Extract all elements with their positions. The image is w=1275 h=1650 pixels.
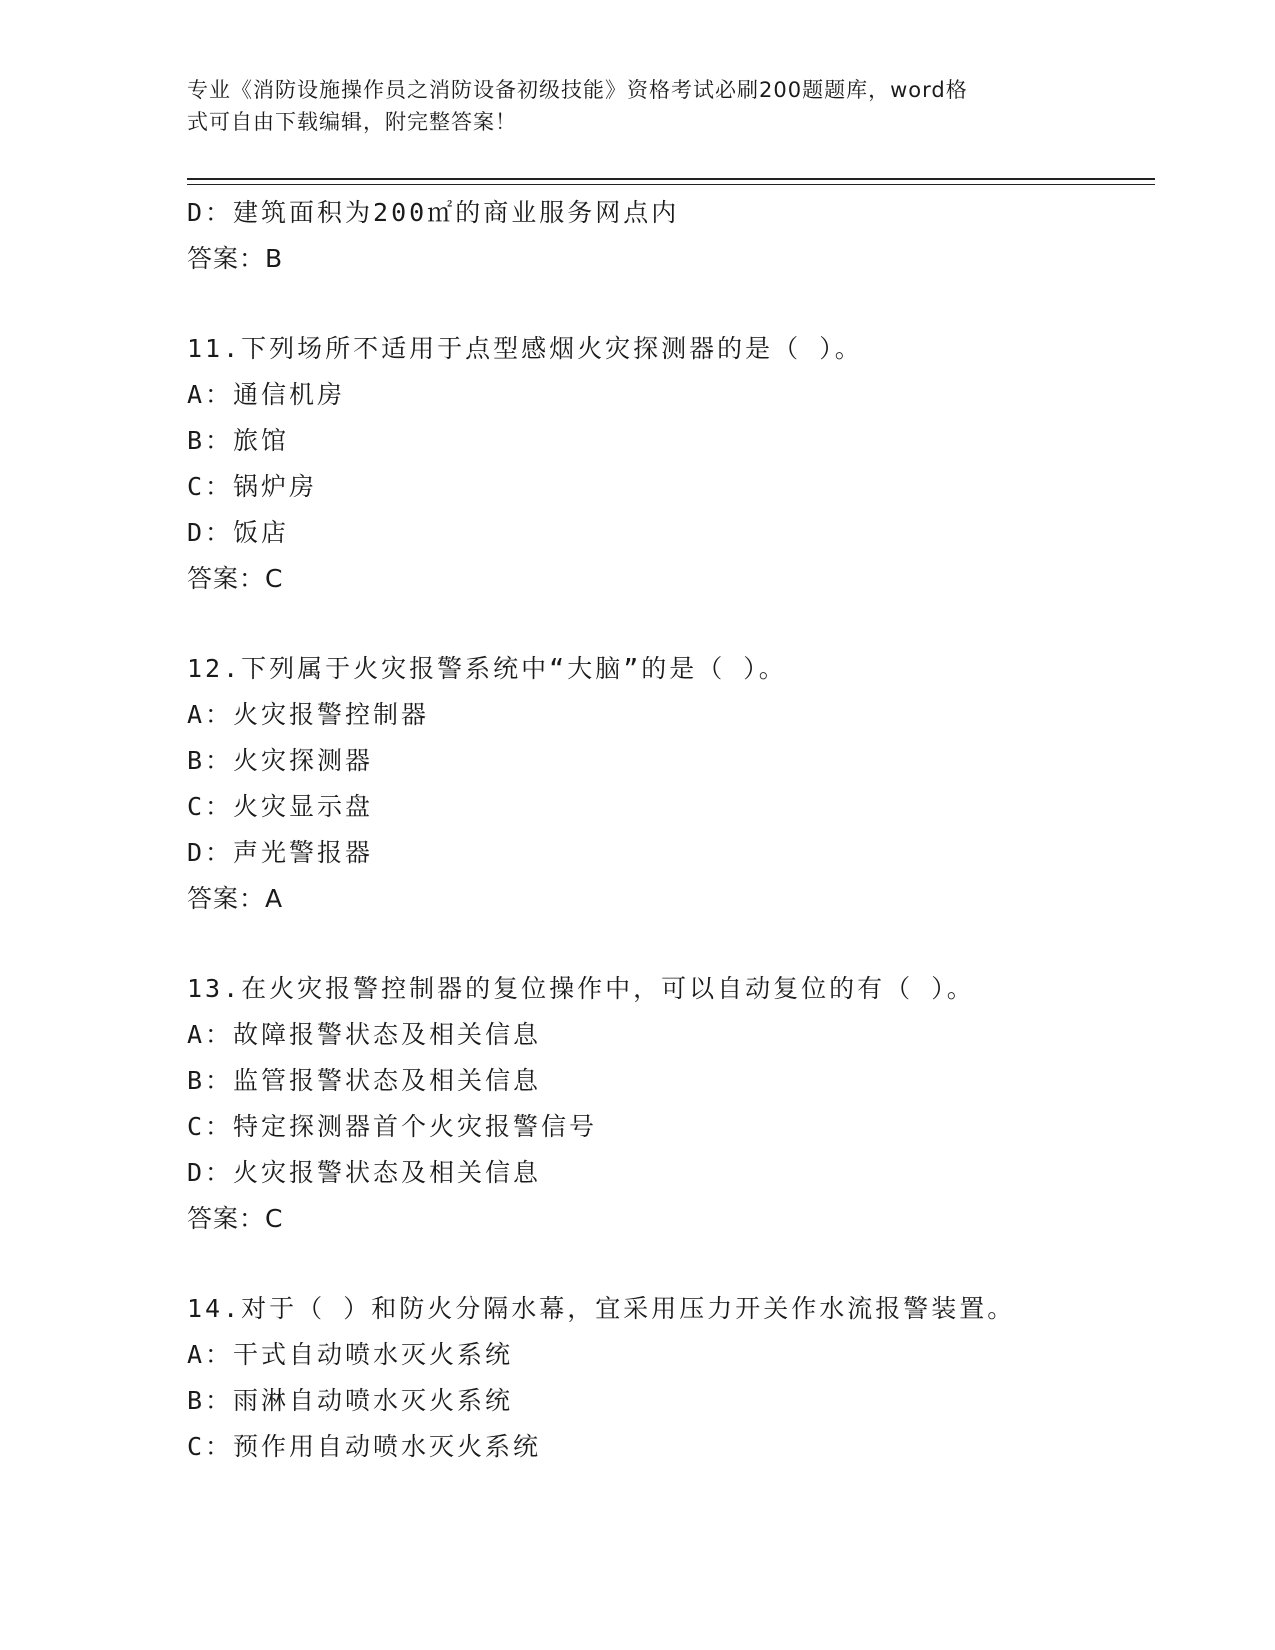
answer: 答案：C xyxy=(187,1204,284,1233)
option-a: A：干式自动喷水灭火系统 xyxy=(187,1340,514,1369)
answer: 答案：B xyxy=(187,244,284,273)
document-body xyxy=(187,190,1147,1470)
answer: 答案：A xyxy=(187,884,284,913)
option-d: D：火灾报警状态及相关信息 xyxy=(187,1158,542,1187)
option-d: D：声光警报器 xyxy=(187,838,374,867)
question-11 xyxy=(187,326,1147,602)
option-b: B：旅馆 xyxy=(187,426,290,455)
option-c: C：锅炉房 xyxy=(187,472,318,501)
page-header xyxy=(187,74,1067,138)
question-12 xyxy=(187,646,1147,922)
option-d: D：建筑面积为200㎡的商业服务网点内 xyxy=(187,198,680,227)
header-rule-thick xyxy=(187,178,1155,180)
question-title: 11.下列场所不适用于点型感烟火灾探测器的是（ ）。 xyxy=(187,334,863,363)
option-a: A：火灾报警控制器 xyxy=(187,700,430,729)
option-c: C：特定探测器首个火灾报警信号 xyxy=(187,1112,598,1141)
option-b: B：监管报警状态及相关信息 xyxy=(187,1066,542,1095)
question-title: 13.在火灾报警控制器的复位操作中，可以自动复位的有（ ）。 xyxy=(187,974,975,1003)
question-title: 14.对于（ ）和防火分隔水幕，宜采用压力开关作水流报警装置。 xyxy=(187,1294,1016,1323)
option-b: B：火灾探测器 xyxy=(187,746,374,775)
answer: 答案：C xyxy=(187,564,284,593)
option-c: C：火灾显示盘 xyxy=(187,792,374,821)
option-d: D：饭店 xyxy=(187,518,290,547)
option-a: A：故障报警状态及相关信息 xyxy=(187,1020,542,1049)
header-rule-thin xyxy=(187,184,1155,185)
option-a: A：通信机房 xyxy=(187,380,346,409)
header-line-1: 专业《消防设施操作员之消防设备初级技能》资格考试必刷200题题库，word格 xyxy=(187,78,968,102)
option-c: C：预作用自动喷水灭火系统 xyxy=(187,1432,542,1461)
question-13 xyxy=(187,966,1147,1242)
question-title: 12.下列属于火灾报警系统中“大脑”的是（ ）。 xyxy=(187,654,787,683)
header-line-2: 式可自由下载编辑，附完整答案！ xyxy=(187,110,517,134)
question-14 xyxy=(187,1286,1147,1470)
option-b: B：雨淋自动喷水灭火系统 xyxy=(187,1386,514,1415)
